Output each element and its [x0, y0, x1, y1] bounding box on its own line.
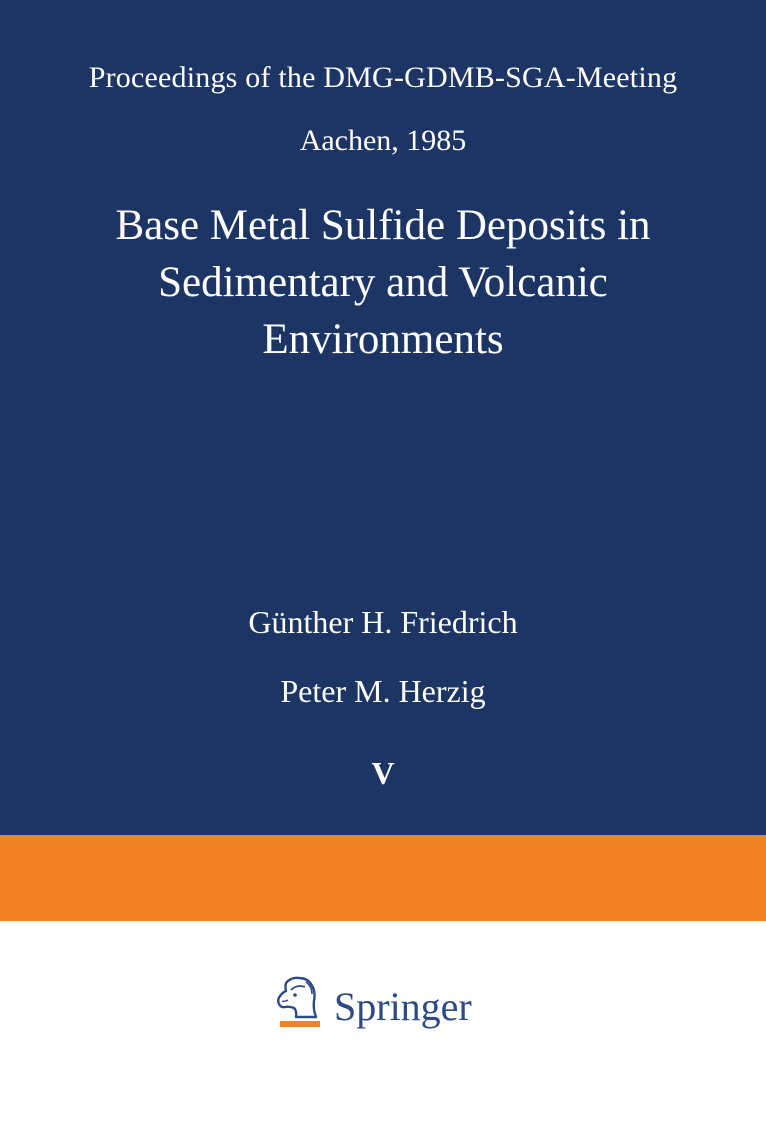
meeting-location-year: Aachen, 1985	[299, 124, 467, 157]
book-title-line-3: Environments	[262, 316, 504, 363]
book-title	[0, 197, 766, 368]
publisher-name: Springer	[334, 984, 472, 1029]
book-title-line-1: Base Metal Sulfide Deposits in	[115, 202, 651, 249]
springer-horse-head-icon	[272, 975, 324, 1035]
author-name: Günther H. Friedrich	[248, 604, 518, 640]
cover-orange-band	[0, 835, 766, 921]
book-title-line-2: Sedimentary and Volcanic	[158, 259, 608, 306]
author-name: Peter M. Herzig	[280, 673, 486, 709]
series-title: Proceedings of the DMG-GDMB-SGA-Meeting	[88, 61, 678, 94]
imprint-mark: V	[371, 755, 395, 791]
publisher-logo	[272, 975, 472, 1039]
